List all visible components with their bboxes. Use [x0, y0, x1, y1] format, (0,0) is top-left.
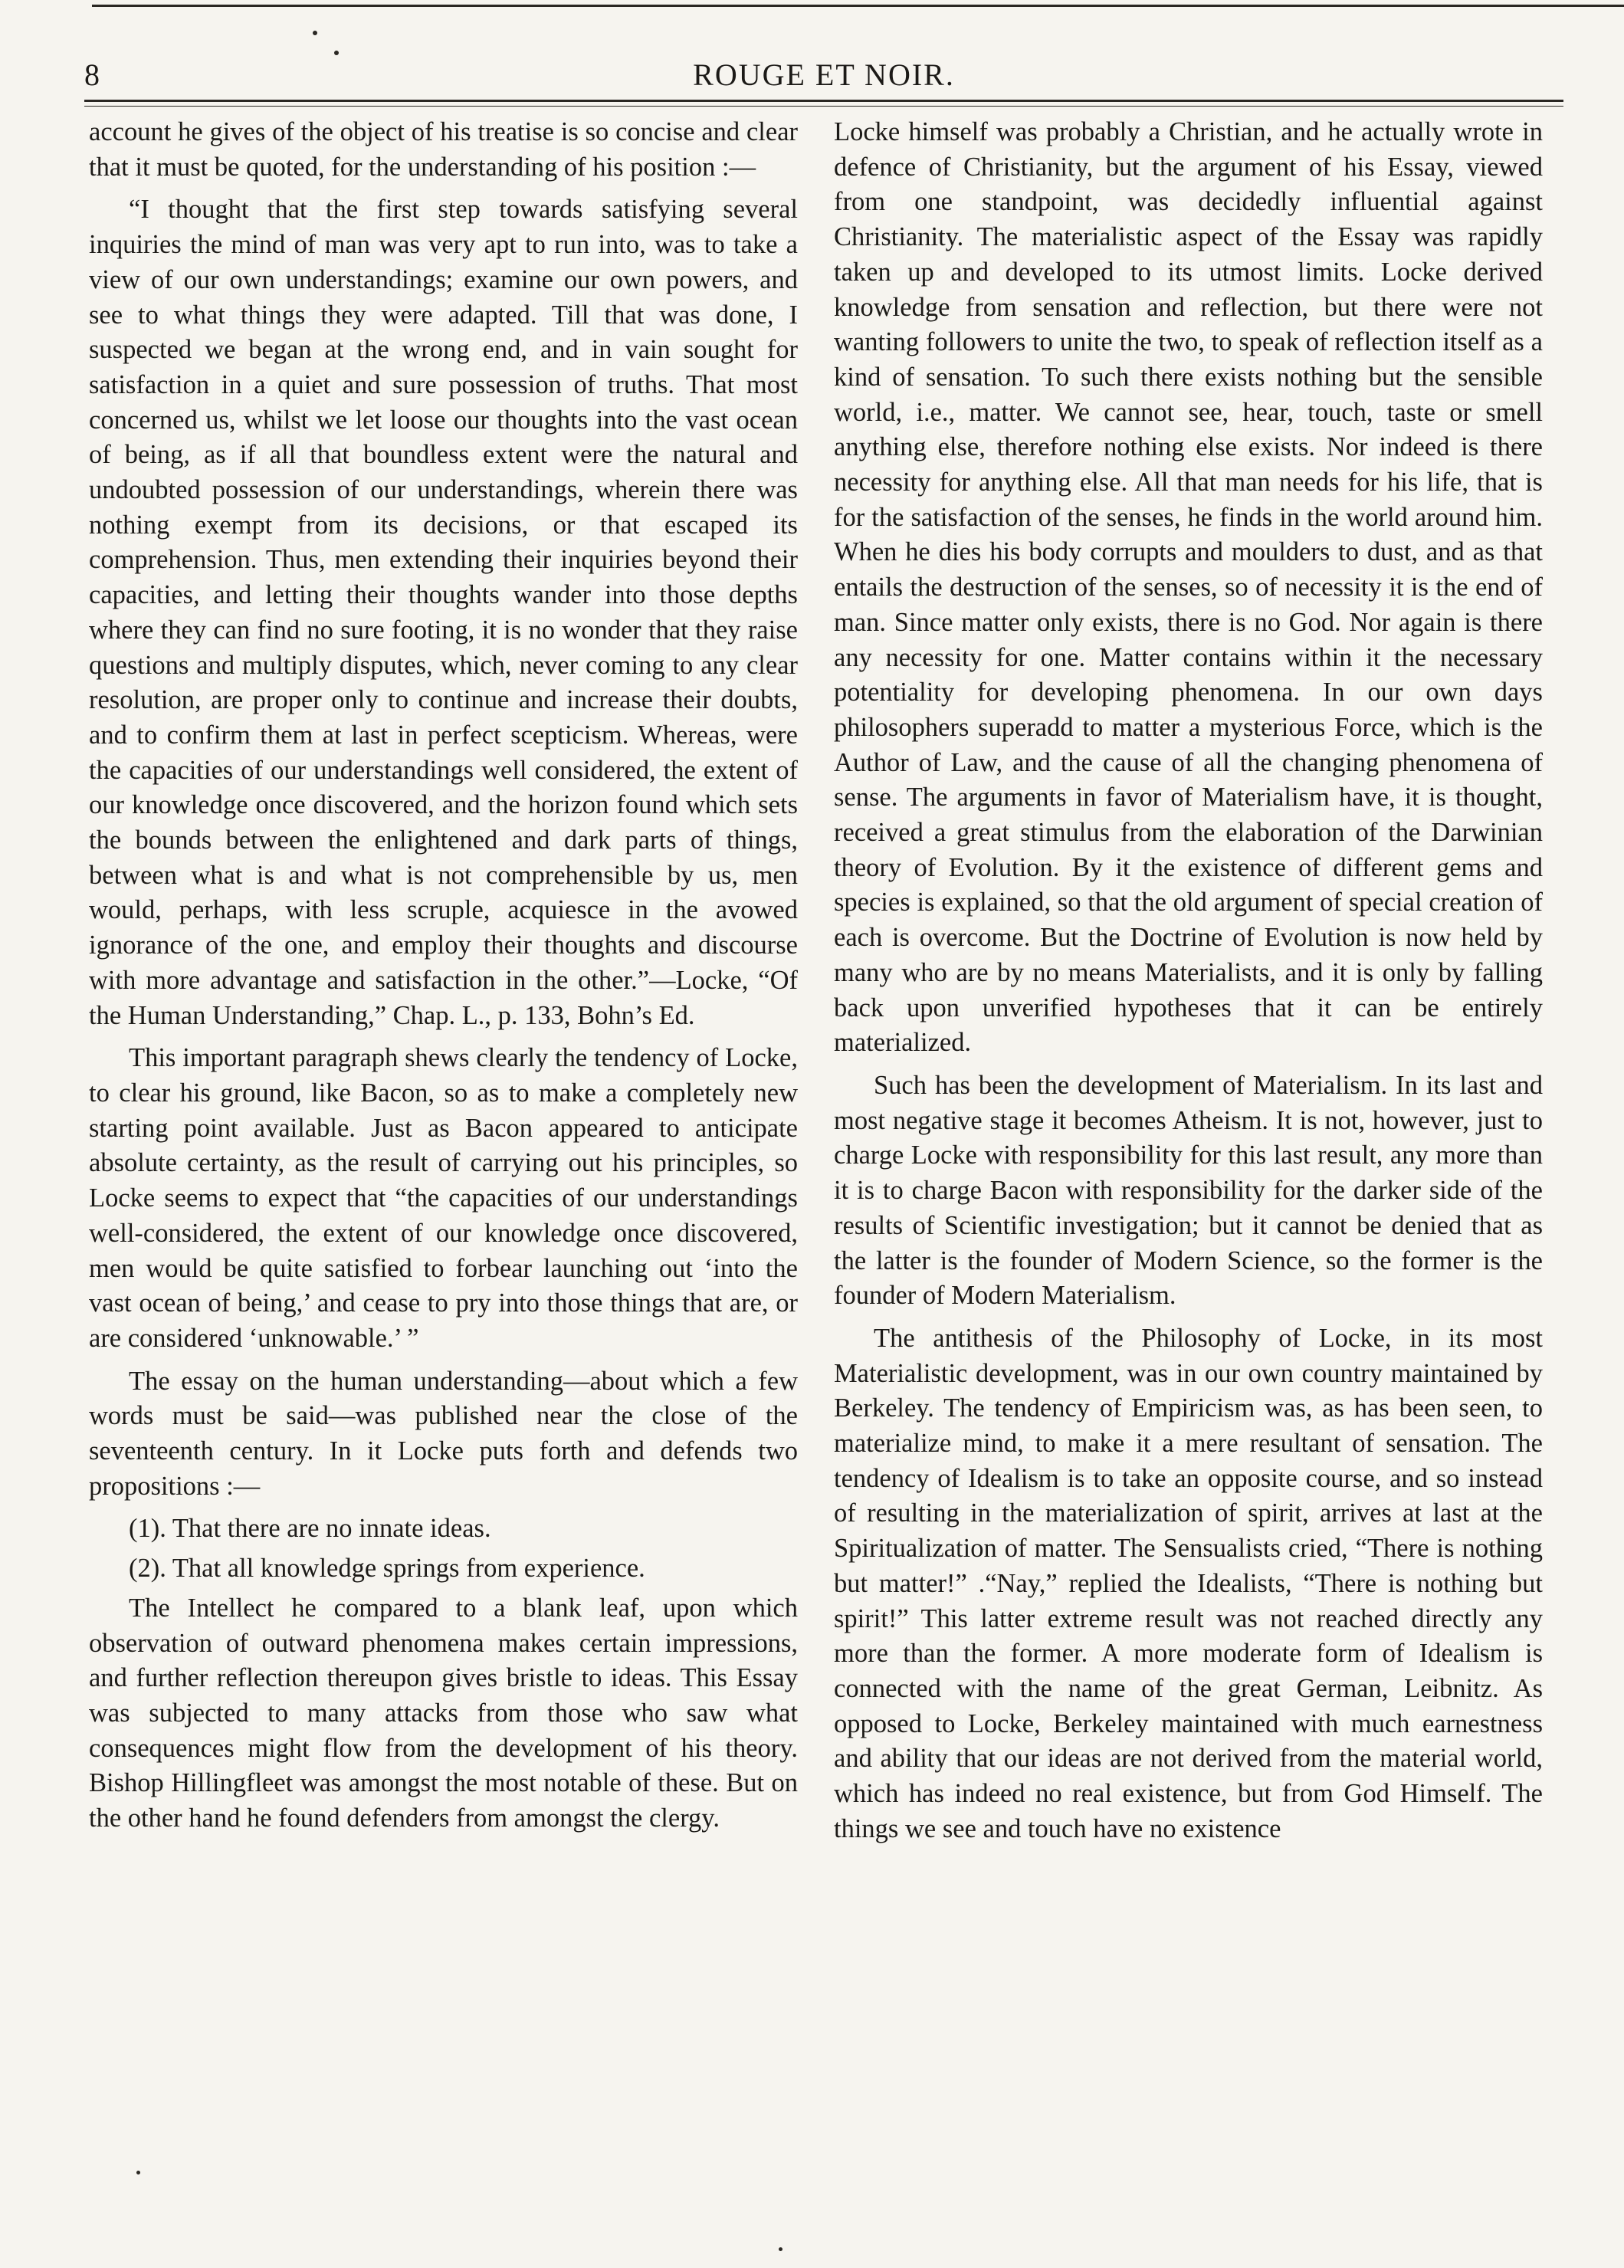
top-border-rule: [92, 5, 1624, 7]
left-column: [89, 115, 798, 2138]
header-rule-thin: [84, 106, 1563, 107]
right-column: [834, 115, 1543, 2138]
paragraph: The antithesis of the Philosophy of Locke, in its most Materialistic development, was in our own country maintained by Berkeley. The tendency of Empiricism was, as has been seen, to materialize mind, to make it a mere resultant of sensation. The tendency of Idealism is to take an opposite course, and so instead of resulting in the materialization of spirit, arrives at last at the Spiritualization of matter. The Sensualists cried, “There is nothing but matter!” .“Nay,” replied the Idealists, “There is nothing but spirit!” This latter extreme result was not reached directly any more than the former. A more moderate form of Idealism is connected with the name of the great German, Leibnitz. As opposed to Locke, Berkeley maintained with much earnestness and ability that our ideas are not derived from the material world, which has indeed no real existence, but from God Himself. The things we see and touch have no existence: [834, 1323, 1543, 1843]
running-title: ROUGE ET NOIR.: [693, 57, 955, 92]
proposition-item: (2). That all knowledge springs from experience.: [129, 1554, 645, 1584]
locke-quotation: “I thought that the first step towards satisfying several inquiries the mind of man was very apt to run into, was to take a view of our own understandings; examine our own powers, and see to what things they were adapted. Till that was done, I suspected we began at the wrong end, and in vain sought for satisfaction in a quiet and sure possession of truths. That most concerned us, whilst we let loose our thoughts into the vast ocean of being, as if all that boundless extent were the natural and undoubted possession of our understandings, wherein there was nothing exempt from its decisions, or that escaped its comprehension. Thus, men extending their inquiries beyond their capacities, and letting their thoughts wander into those depths where they can find no sure footing, it is no wonder that they raise questions and multiply disputes, which, never coming to any clear resolution, are proper only to continue and increase their doubts, and to confirm them at last in perfect scepticism. Whereas, were the capacities of our understandings well considered, the extent of our knowledge once discovered, and the horizon found which sets the bounds between the enlightened and dark parts of things, between what is and what is not comprehensible by us, men would, perhaps, with less scruple, acquiesce in the avowed ignorance of the one, and employ their thoughts and discourse with more advantage and satisfaction in the other.”—Locke, “Of the Human Understanding,” Chap. L., p. 133, Bohn’s Ed.: [89, 195, 798, 1030]
header-rule: [84, 100, 1563, 102]
ink-speck: [136, 2171, 140, 2174]
ink-speck: [313, 31, 317, 35]
paragraph: This important paragraph shews clearly the tendency of Locke, to clear his ground, like Bacon, so as to make a completely new starting point available. Just as Bacon appeared to anticipate absolute certainty, as the result of carrying out his principles, so Locke seems to expect that “the capacities of our understandings well-considered, the extent of our knowledge once discovered, men would be quite satisfied to forbear launching out ‘into the vast ocean of being,’ and cease to pry into those things that are, or are considered ‘unknowable.’ ”: [89, 1043, 798, 1353]
paragraph: Locke himself was probably a Christian, and he actually wrote in defence of Christianity, but the argument of his Essay, viewed from one standpoint, was decidedly influential against Christianity. The materialistic aspect of the Essay was rapidly taken up and developed to its utmost limits. Locke derived knowledge from sensation and reflection, but there were not wanting followers to unite the two, to speak of reflection itself as a kind of sensation. To such there exists nothing but the sensible world, i.e., matter. We cannot see, hear, touch, taste or smell anything else, therefore nothing else exists. Nor indeed is there necessity for anything else. All that man needs for his life, that is for the satisfaction of the senses, he finds in the world around him. When he dies his body corrupts and moulders to dust, and as that entails the destruction of the senses, so of necessity it is the end of man. Since matter only exists, there is no God. Nor again is there any necessity for one. Matter contains within it the necessary potentiality for developing phenomena. In our own days philosophers superadd to matter a mysterious Force, which is the Author of Law, and the cause of all the changing phenomena of sense. The arguments in favor of Materialism have, it is thought, received a great stimulus from the elaboration of the Darwinian theory of Evolution. By it the existence of different gems and species is explained, so that the old argument of special creation of each is overcome. But the Doctrine of Evolution is now held by many who are by no means Materialists, and it is only by falling back upon unverified hypotheses that it can be entirely materialized.: [834, 117, 1543, 1058]
ink-speck: [779, 2247, 782, 2251]
page-number: 8: [84, 57, 100, 92]
page-header: [84, 52, 1563, 98]
proposition-item: (1). That there are no innate ideas.: [129, 1514, 491, 1544]
paragraph: The Intellect he compared to a blank leaf, upon which observation of outward phenomena makes certain impressions, and further reflection thereupon gives bristle to ideas. This Essay was subjected to many attacks from those who saw what consequences might flow from the development of his theory. Bishop Hillingfleet was amongst the most notable of these. But on the other hand he found defenders from amongst the clergy.: [89, 1593, 798, 1833]
paragraph: The essay on the human understanding—about which a few words must be said—was published near the close of the seventeenth century. In it Locke puts forth and defends two propositions :—: [89, 1366, 798, 1501]
paragraph: account he gives of the object of his treatise is so concise and clear that it must be quoted, for the understanding of his position :—: [89, 117, 798, 182]
paragraph: Such has been the development of Materialism. In its last and most negative stage it becomes Atheism. It is not, however, just to charge Locke with responsibility for this last result, any more than it is to charge Bacon with responsibility for the darker side of the results of Scientific investigation; but it cannot be denied that as the latter is the founder of Modern Science, so the former is the founder of Modern Materialism.: [834, 1070, 1543, 1311]
